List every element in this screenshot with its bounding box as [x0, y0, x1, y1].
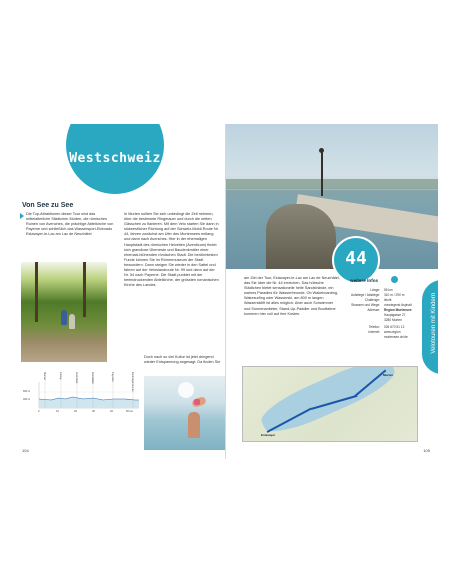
magazine-spread — [14, 124, 438, 459]
profile-x-label: 10 — [56, 410, 59, 413]
beach-family-photo — [144, 376, 225, 450]
body-paragraph: In Murten sollten Sie sich unbedingt die Zeit nehmen, über die bestimmte Ringmauer und durch die netten Gässchen zu flanieren. Mit dem Velo starten Sie dann in südwestlicher Richtung auf der Schweiz-Mobil-Route Nr. 44, fahren zunächst am Ufer des Murtensees entlang und dann nach Avenches. Hier in der ehemaligen Hauptstadt des römischen Helvetien (Aventicum) findet sich grandiose Überreste und Baudenkmäler einer ehemals blühenden römischen Stadt. Die berühmtesten Funde können Sie im Römermuseum der Stadt bewundern. Dann steigen Sie wieder in den Sattel und fahren auf der Veloslandroute Nr. 99 und dann auf der Nr. 54 nach Payerne. Die Stadt punktet mit der beeindruckenden Abteikirche, der grössten romanischen Kirche des Landes. — [124, 212, 219, 288]
profile-x-label: 0 — [38, 410, 40, 413]
profile-x-label: 40 — [110, 410, 113, 413]
body-text-left — [124, 212, 220, 288]
profile-y-label: 600 m — [23, 390, 31, 393]
profile-place: Murten — [43, 372, 46, 381]
info-icon — [391, 276, 398, 283]
profile-place: Faoug — [59, 372, 62, 380]
intro-paragraph: Die Top-Attraktionen dieser Tour sind das mittelalterliche Städtchen Murten, die römischen Ruinen von Avenches, die prächtige Abteikirche von Payerne und schließlich das Wassersport-Eldorado Estavayer-le-Lac am Lac de Neuchâtel. — [26, 212, 114, 237]
info-box: weitere Infos Länge: 55 km Aufstiege / Abstiege: 310 m / 290 m Challenge: leicht Strassen und Wege: vorwiegend Asphalt Adresse: Region Murtensee Hauptgasse 27 3280 Murten Telefon: 026 670 51 12 Internet: www.region murtensee.ch/de — [350, 278, 412, 339]
map-label: Estavayer — [261, 433, 276, 437]
intro-text — [26, 212, 118, 237]
route-map — [242, 366, 418, 442]
forest-cycling-photo — [21, 262, 107, 362]
body-text-right — [244, 276, 340, 317]
section-heading: Von See zu See — [22, 202, 74, 209]
profile-place: Payerne — [111, 372, 114, 382]
elevation-profile — [21, 372, 141, 416]
side-tab-label: Velotouren mit Kindern — [430, 292, 437, 354]
right-body-paragraph: am Ziel der Tour, Estavayer-le-Lac am Lac de Neuchâtel, das Sie über die Nr. 44 erreichen. Das hübsche Städtchen bietet sensationelle helle Sandstrände, ein wahres Paradies für Wasserfreunde. Ob Wakeboarding, Wakesurfing oder Wasserski, am 800 m langen Wasserskilift ist alles möglich. Aber auch Schwimmer und Sonnenanbeter, Stand-Up-Paddler und Bootfahrer kommen hier voll auf ihre Kosten. — [244, 276, 340, 316]
profile-x-label: 30 — [92, 410, 95, 413]
body-tail-paragraph: Doch nach so viel Kultur ist jetzt dringend wieder Entspannung angesagt. Da finden Sie — [144, 355, 221, 365]
profile-x-label: 20 — [74, 410, 77, 413]
profile-place: Domdidier — [91, 372, 94, 384]
profile-x-label: 50 km — [126, 410, 134, 413]
profile-place: Avenches — [75, 372, 78, 384]
map-label: Murten — [383, 373, 393, 377]
page-number-right: 105 — [423, 448, 430, 453]
lead-arrow-icon — [20, 213, 24, 219]
page-number-left: 104 — [22, 448, 29, 453]
info-title: weitere Infos — [350, 278, 379, 283]
tour-number: 44 — [345, 248, 367, 269]
region-badge-title: Westschweiz — [69, 151, 161, 166]
profile-place: Estavayer-le-Lac — [131, 372, 134, 392]
body-text-left-tail — [144, 355, 222, 365]
profile-y-label: 400 m — [23, 398, 31, 401]
